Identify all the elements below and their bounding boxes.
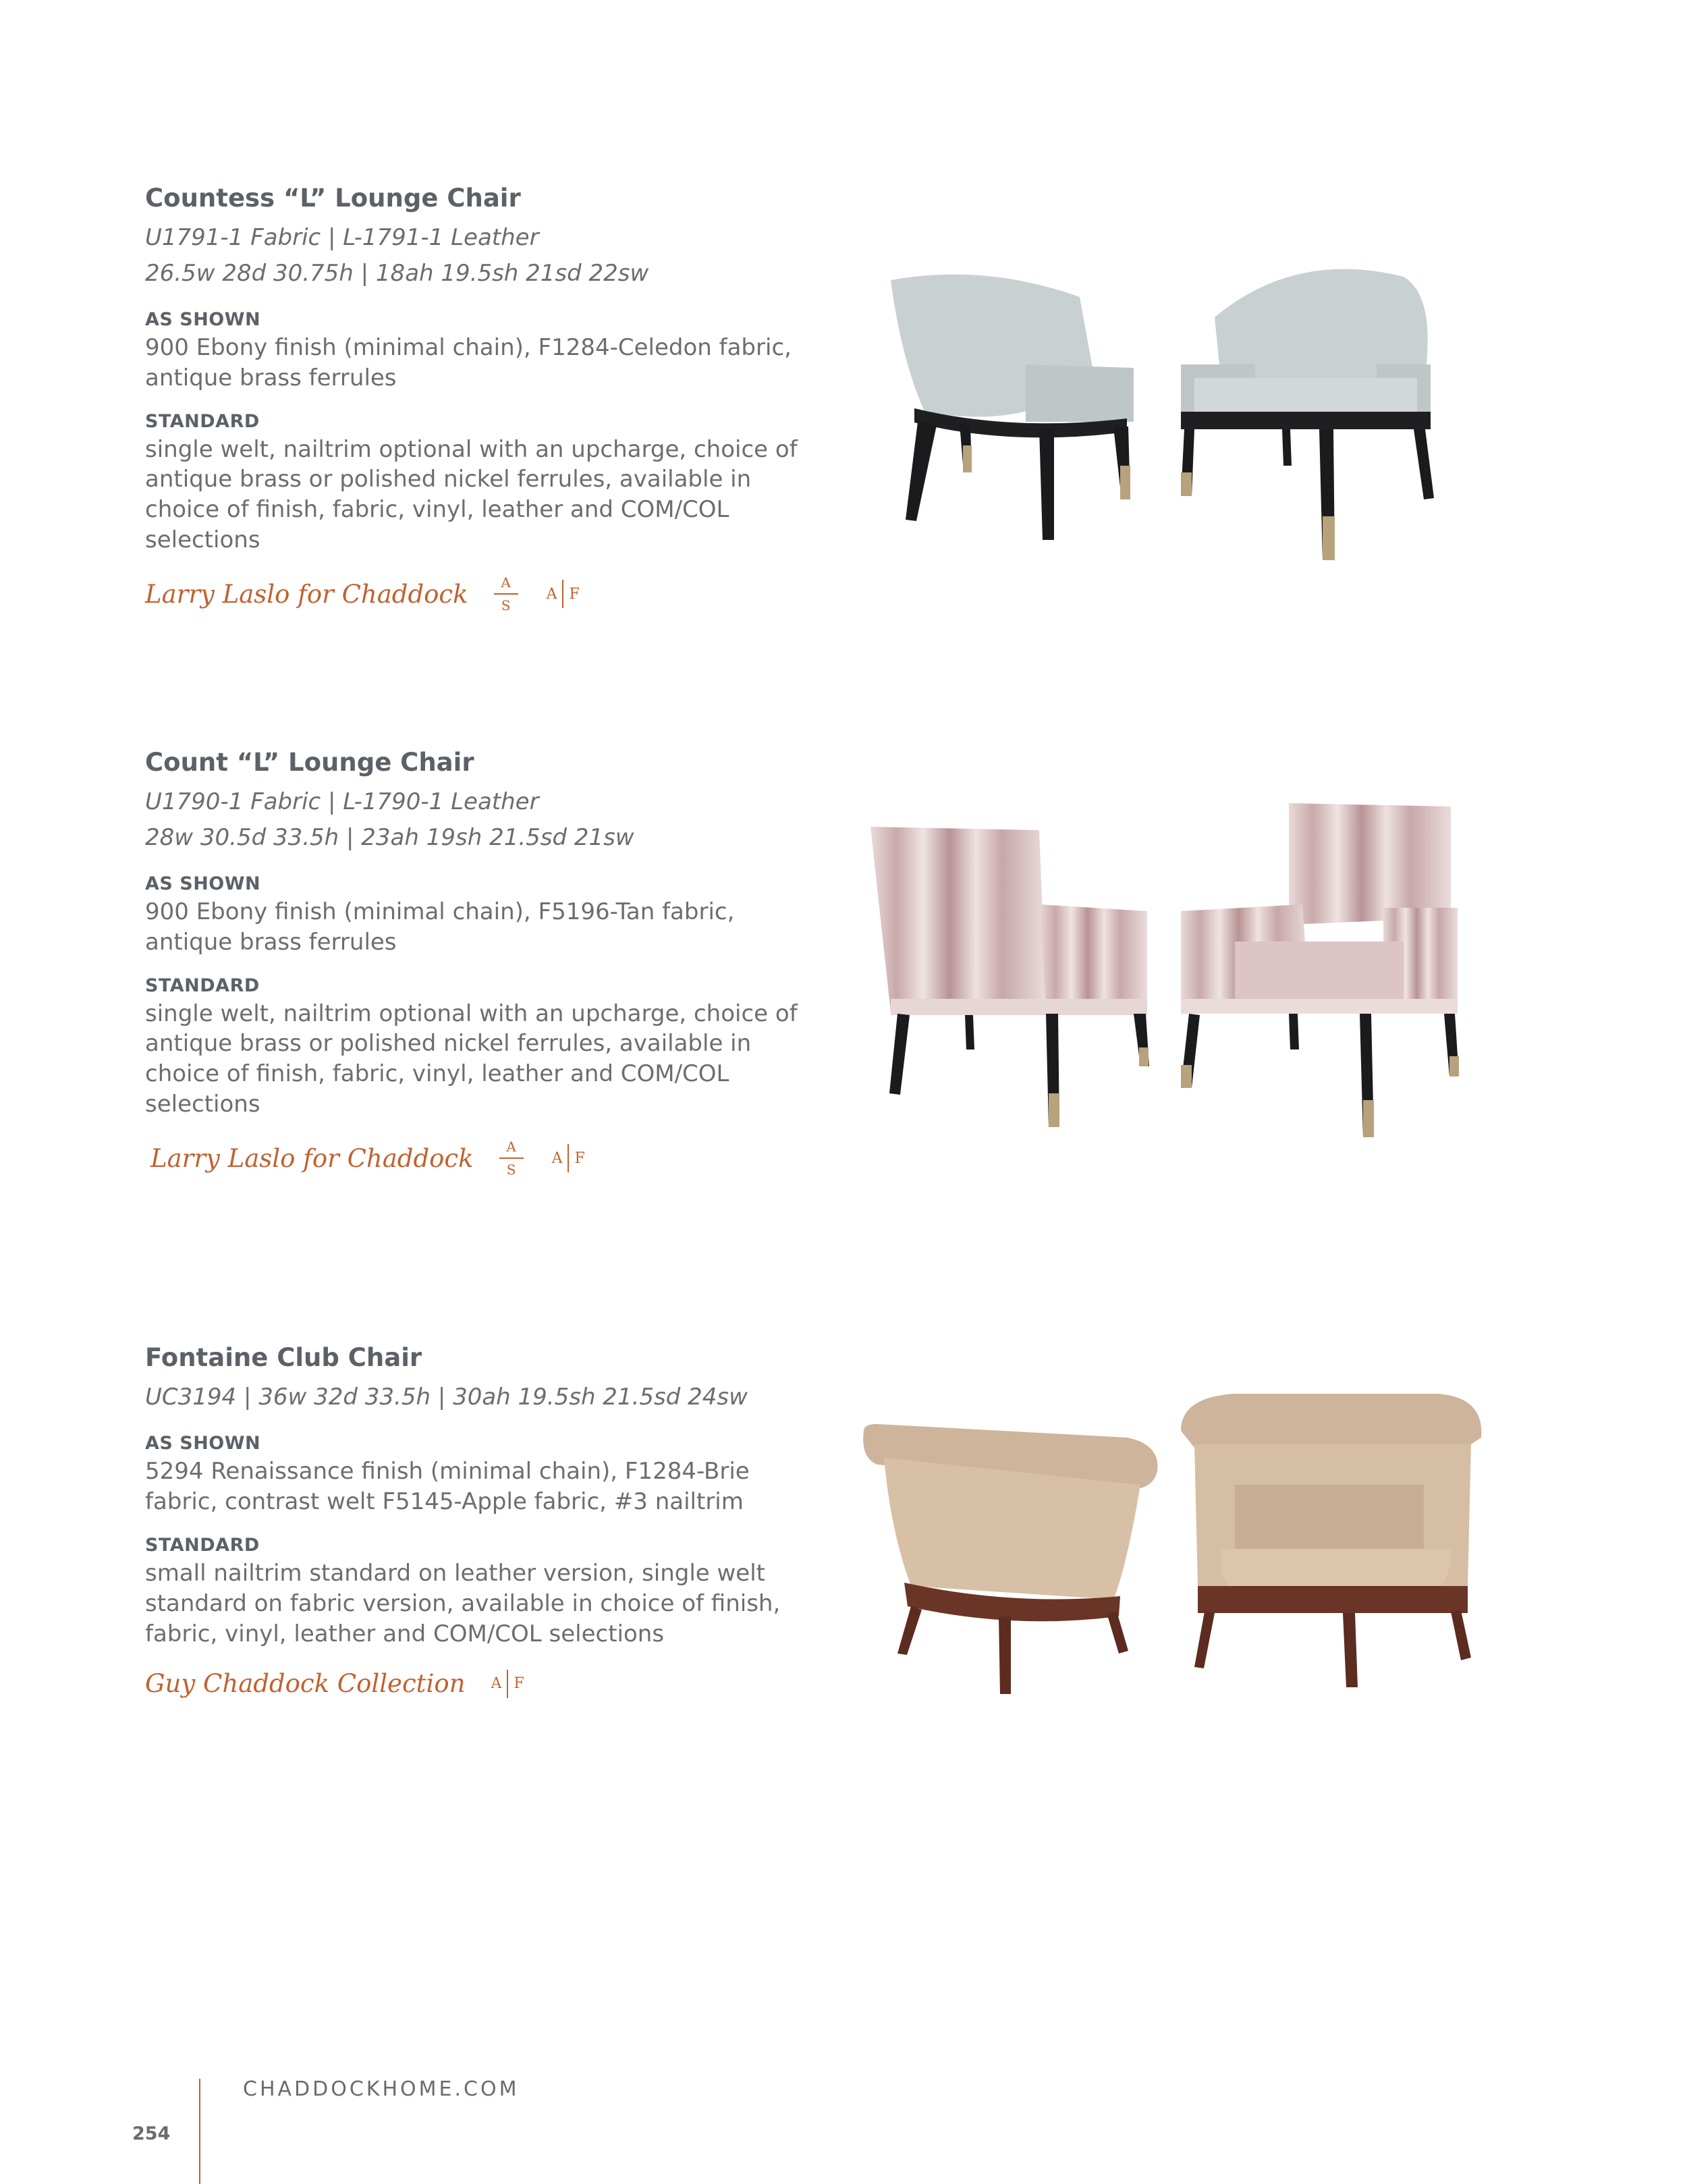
af-badge-icon <box>547 580 580 608</box>
product-codes: U1790-1 Fabric | L-1790-1 Leather <box>145 788 539 816</box>
footer-website: CHADDOCKHOME.COM <box>243 2077 520 2101</box>
badge-af-left: A <box>546 585 557 603</box>
product-codes: U1791-1 Fabric | L-1791-1 Leather <box>145 224 539 252</box>
footer-divider <box>199 2079 200 2184</box>
standard-text: single welt, nailtrim optional with an upcharge, choice of antique brass or polished nickel ferrules, available in choice of finish, fabric, vinyl, leather and COM/COL selections <box>145 435 798 554</box>
page-number: 254 <box>132 2123 171 2144</box>
product-codes: UC3194 | 36w 32d 33.5h | 30ah 19.5sh 21.5sd 24sw <box>145 1384 748 1411</box>
chair-front-view <box>1181 1394 1481 1687</box>
badge-af-right: F <box>514 1675 524 1693</box>
standard-label: STANDARD <box>145 410 260 432</box>
badge-as-bottom: S <box>506 1162 516 1178</box>
badge-as-bottom: S <box>501 597 511 614</box>
badge-af-right: F <box>569 585 580 603</box>
chair-back-view <box>870 827 1149 1127</box>
badge-af-right: F <box>574 1149 585 1167</box>
product-title: Fontaine Club Chair <box>145 1343 422 1372</box>
chair-front-view <box>1181 803 1459 1137</box>
as-shown-text: 900 Ebony finish (minimal chain), F1284-Celedon fabric, antique brass ferrules <box>145 333 792 391</box>
product-dimensions: 26.5w 28d 30.75h | 18ah 19.5sh 21sd 22sw <box>145 260 649 288</box>
standard-label: STANDARD <box>145 975 260 996</box>
designer-name: Guy Chaddock Collection <box>145 1669 466 1699</box>
product-countess-lounge-chair <box>145 184 860 612</box>
product-fontaine-club-chair <box>145 1343 860 1698</box>
standard-text: small nailtrim standard on leather version, single welt standard on fabric version, available in choice of finish, fabric, vinyl, leather and COM/COL selections <box>145 1559 781 1647</box>
chair-back-view <box>891 275 1134 540</box>
fontaine-chair-photo <box>857 1384 1491 1701</box>
as-shown-text: 5294 Renaissance finish (minimal chain), F1284-Brie fabric, contrast welt F5145-Apple fabric, #3 nailtrim <box>145 1458 750 1515</box>
badge-af-left: A <box>491 1675 502 1693</box>
badge-af-left: A <box>551 1149 563 1167</box>
chair-front-view <box>1181 269 1434 560</box>
as-shown-label: AS SHOWN <box>145 873 261 894</box>
as-shown-label: AS SHOWN <box>145 308 261 330</box>
designer-row <box>145 576 860 612</box>
product-dimensions: 28w 30.5d 33.5h | 23ah 19sh 21.5sd 21sw <box>145 824 634 852</box>
standard-text: single welt, nailtrim optional with an upcharge, choice of antique brass or polished nickel ferrules, available in choice of finish, fabric, vinyl, leather and COM/COL selections <box>145 1000 798 1118</box>
designer-row <box>150 1140 860 1176</box>
chair-back-view <box>863 1424 1157 1694</box>
standard-label: STANDARD <box>145 1534 260 1556</box>
count-chair-photo <box>857 796 1471 1147</box>
af-badge-icon <box>491 1670 524 1698</box>
designer-name: Larry Laslo for Chaddock <box>150 1143 474 1173</box>
as-badge-icon <box>499 1140 524 1176</box>
as-shown-label: AS SHOWN <box>145 1433 261 1454</box>
product-count-lounge-chair <box>145 748 860 1176</box>
product-title: Count “L” Lounge Chair <box>145 748 474 777</box>
badge-as-top: A <box>506 1139 516 1155</box>
af-badge-icon <box>552 1144 585 1172</box>
as-shown-text: 900 Ebony finish (minimal chain), F5196-Tan fabric, antique brass ferrules <box>145 898 735 956</box>
product-title: Countess “L” Lounge Chair <box>145 184 521 213</box>
as-badge-icon <box>494 576 518 612</box>
designer-name: Larry Laslo for Chaddock <box>145 579 468 609</box>
designer-row <box>145 1669 860 1698</box>
badge-as-top: A <box>501 574 511 591</box>
countess-chair-photo <box>877 250 1451 567</box>
